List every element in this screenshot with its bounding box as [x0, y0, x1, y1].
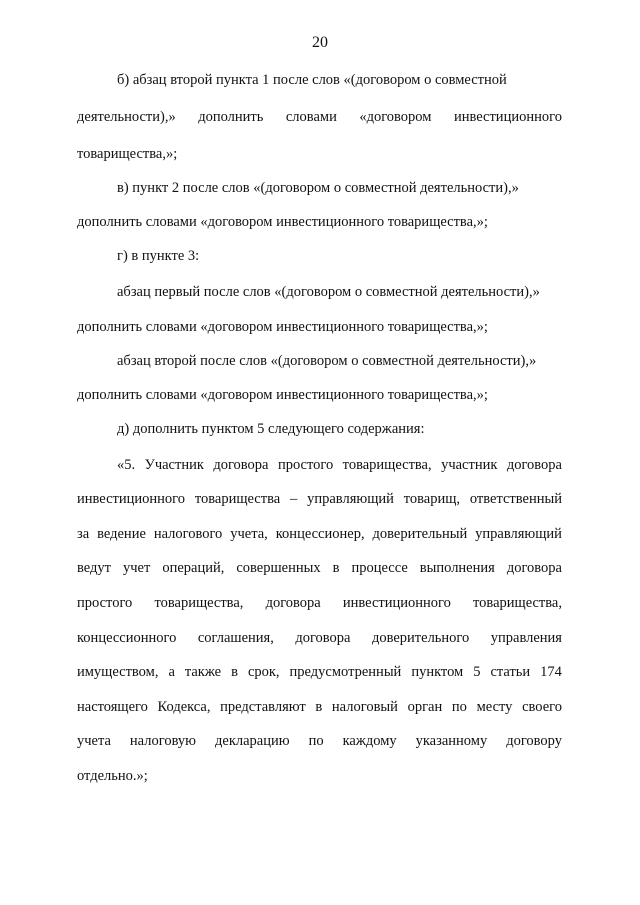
word: настоящего	[77, 699, 148, 715]
word: управляющий	[475, 526, 562, 542]
word: учета	[77, 733, 111, 749]
word: срок,	[247, 664, 280, 680]
word: декларацию	[215, 733, 290, 749]
text-line: г) в пункте 3:	[117, 248, 200, 264]
page-number: 20	[312, 34, 328, 51]
word: деятельности),»	[77, 109, 176, 125]
word: операций,	[162, 560, 225, 576]
text-line: д) дополнить пунктом 5 следующего содержания:	[117, 421, 425, 437]
word: договору	[506, 733, 562, 749]
text-line-justified	[77, 490, 562, 508]
word: имуществом,	[77, 664, 159, 680]
word: а	[168, 664, 175, 680]
word: концессионного	[77, 630, 177, 646]
word: договора	[213, 457, 269, 473]
text-line: дополнить словами «договором инвестиционного товарищества,»;	[77, 387, 488, 403]
word: договора	[506, 457, 562, 473]
text-line-justified	[77, 108, 562, 126]
word: учет	[122, 560, 151, 576]
word: инвестиционного	[342, 595, 451, 611]
word: –	[290, 491, 298, 507]
word: процессе	[351, 560, 408, 576]
text-line: дополнить словами «договором инвестиционного товарищества,»;	[77, 319, 488, 335]
word: по	[451, 699, 467, 715]
word: также	[184, 664, 222, 680]
word: договора	[295, 630, 351, 646]
text-line: отдельно.»;	[77, 768, 148, 784]
word: доверительный	[372, 526, 468, 542]
word: указанному	[415, 733, 488, 749]
word: «5.	[117, 457, 136, 473]
word: своего	[522, 699, 562, 715]
word: учета,	[230, 526, 268, 542]
word: статьи	[490, 664, 531, 680]
word: ведение	[97, 526, 146, 542]
text-line-justified	[77, 594, 562, 612]
text-line-justified	[77, 525, 562, 543]
text-line-justified	[77, 732, 562, 750]
word: в	[231, 664, 238, 680]
word: товарищества,	[342, 457, 432, 473]
word: соглашения,	[197, 630, 274, 646]
word: за	[77, 526, 90, 542]
word: словами	[285, 109, 337, 125]
word: договора	[506, 560, 562, 576]
text-line-justified	[117, 456, 562, 474]
word: товарищества,	[473, 595, 562, 611]
word: предусмотренный	[289, 664, 402, 680]
word: Участник	[144, 457, 204, 473]
word: товарищества,	[154, 595, 244, 611]
word: 174	[540, 664, 562, 680]
word: пунктом	[411, 664, 464, 680]
word: управляющий	[307, 491, 394, 507]
word: инвестиционного	[77, 491, 185, 507]
word: по	[308, 733, 324, 749]
text-line: абзац первый после слов «(договором о совместной деятельности),»	[117, 284, 540, 300]
text-line-justified	[77, 629, 562, 647]
word: инвестиционного	[453, 109, 562, 125]
word: ведут	[77, 560, 111, 576]
word: орган	[407, 699, 443, 715]
text-line: в) пункт 2 после слов «(договором о совместной деятельности),»	[117, 180, 519, 196]
word: дополнить	[198, 109, 264, 125]
word: совершенных	[236, 560, 321, 576]
word: выполнения	[419, 560, 495, 576]
word: налоговую	[129, 733, 197, 749]
word: договора	[265, 595, 321, 611]
word: ответственный	[469, 491, 562, 507]
word: управления	[490, 630, 562, 646]
word: товарищества	[194, 491, 281, 507]
word: 5	[473, 664, 481, 680]
text-line-justified	[77, 698, 562, 716]
word: товарищ,	[403, 491, 461, 507]
text-line: товарищества,»;	[77, 146, 178, 162]
text-line: дополнить словами «договором инвестиционного товарищества,»;	[77, 214, 488, 230]
text-line: абзац второй после слов «(договором о совместной деятельности),»	[117, 353, 537, 369]
word: участник	[441, 457, 498, 473]
text-line: б) абзац второй пункта 1 после слов «(договором о совместной	[117, 72, 507, 88]
text-line-justified	[77, 663, 562, 681]
word: месту	[476, 699, 513, 715]
word: «договором	[359, 109, 432, 125]
word: концессионер,	[275, 526, 365, 542]
word: налогового	[153, 526, 223, 542]
word: представляют	[220, 699, 306, 715]
word: налоговый	[331, 699, 398, 715]
word: простого	[277, 457, 334, 473]
word: Кодекса,	[157, 699, 211, 715]
text-line-justified	[77, 559, 562, 577]
word: каждому	[342, 733, 397, 749]
word: в	[315, 699, 323, 715]
word: в	[332, 560, 340, 576]
word: доверительного	[371, 630, 470, 646]
word: простого	[77, 595, 133, 611]
